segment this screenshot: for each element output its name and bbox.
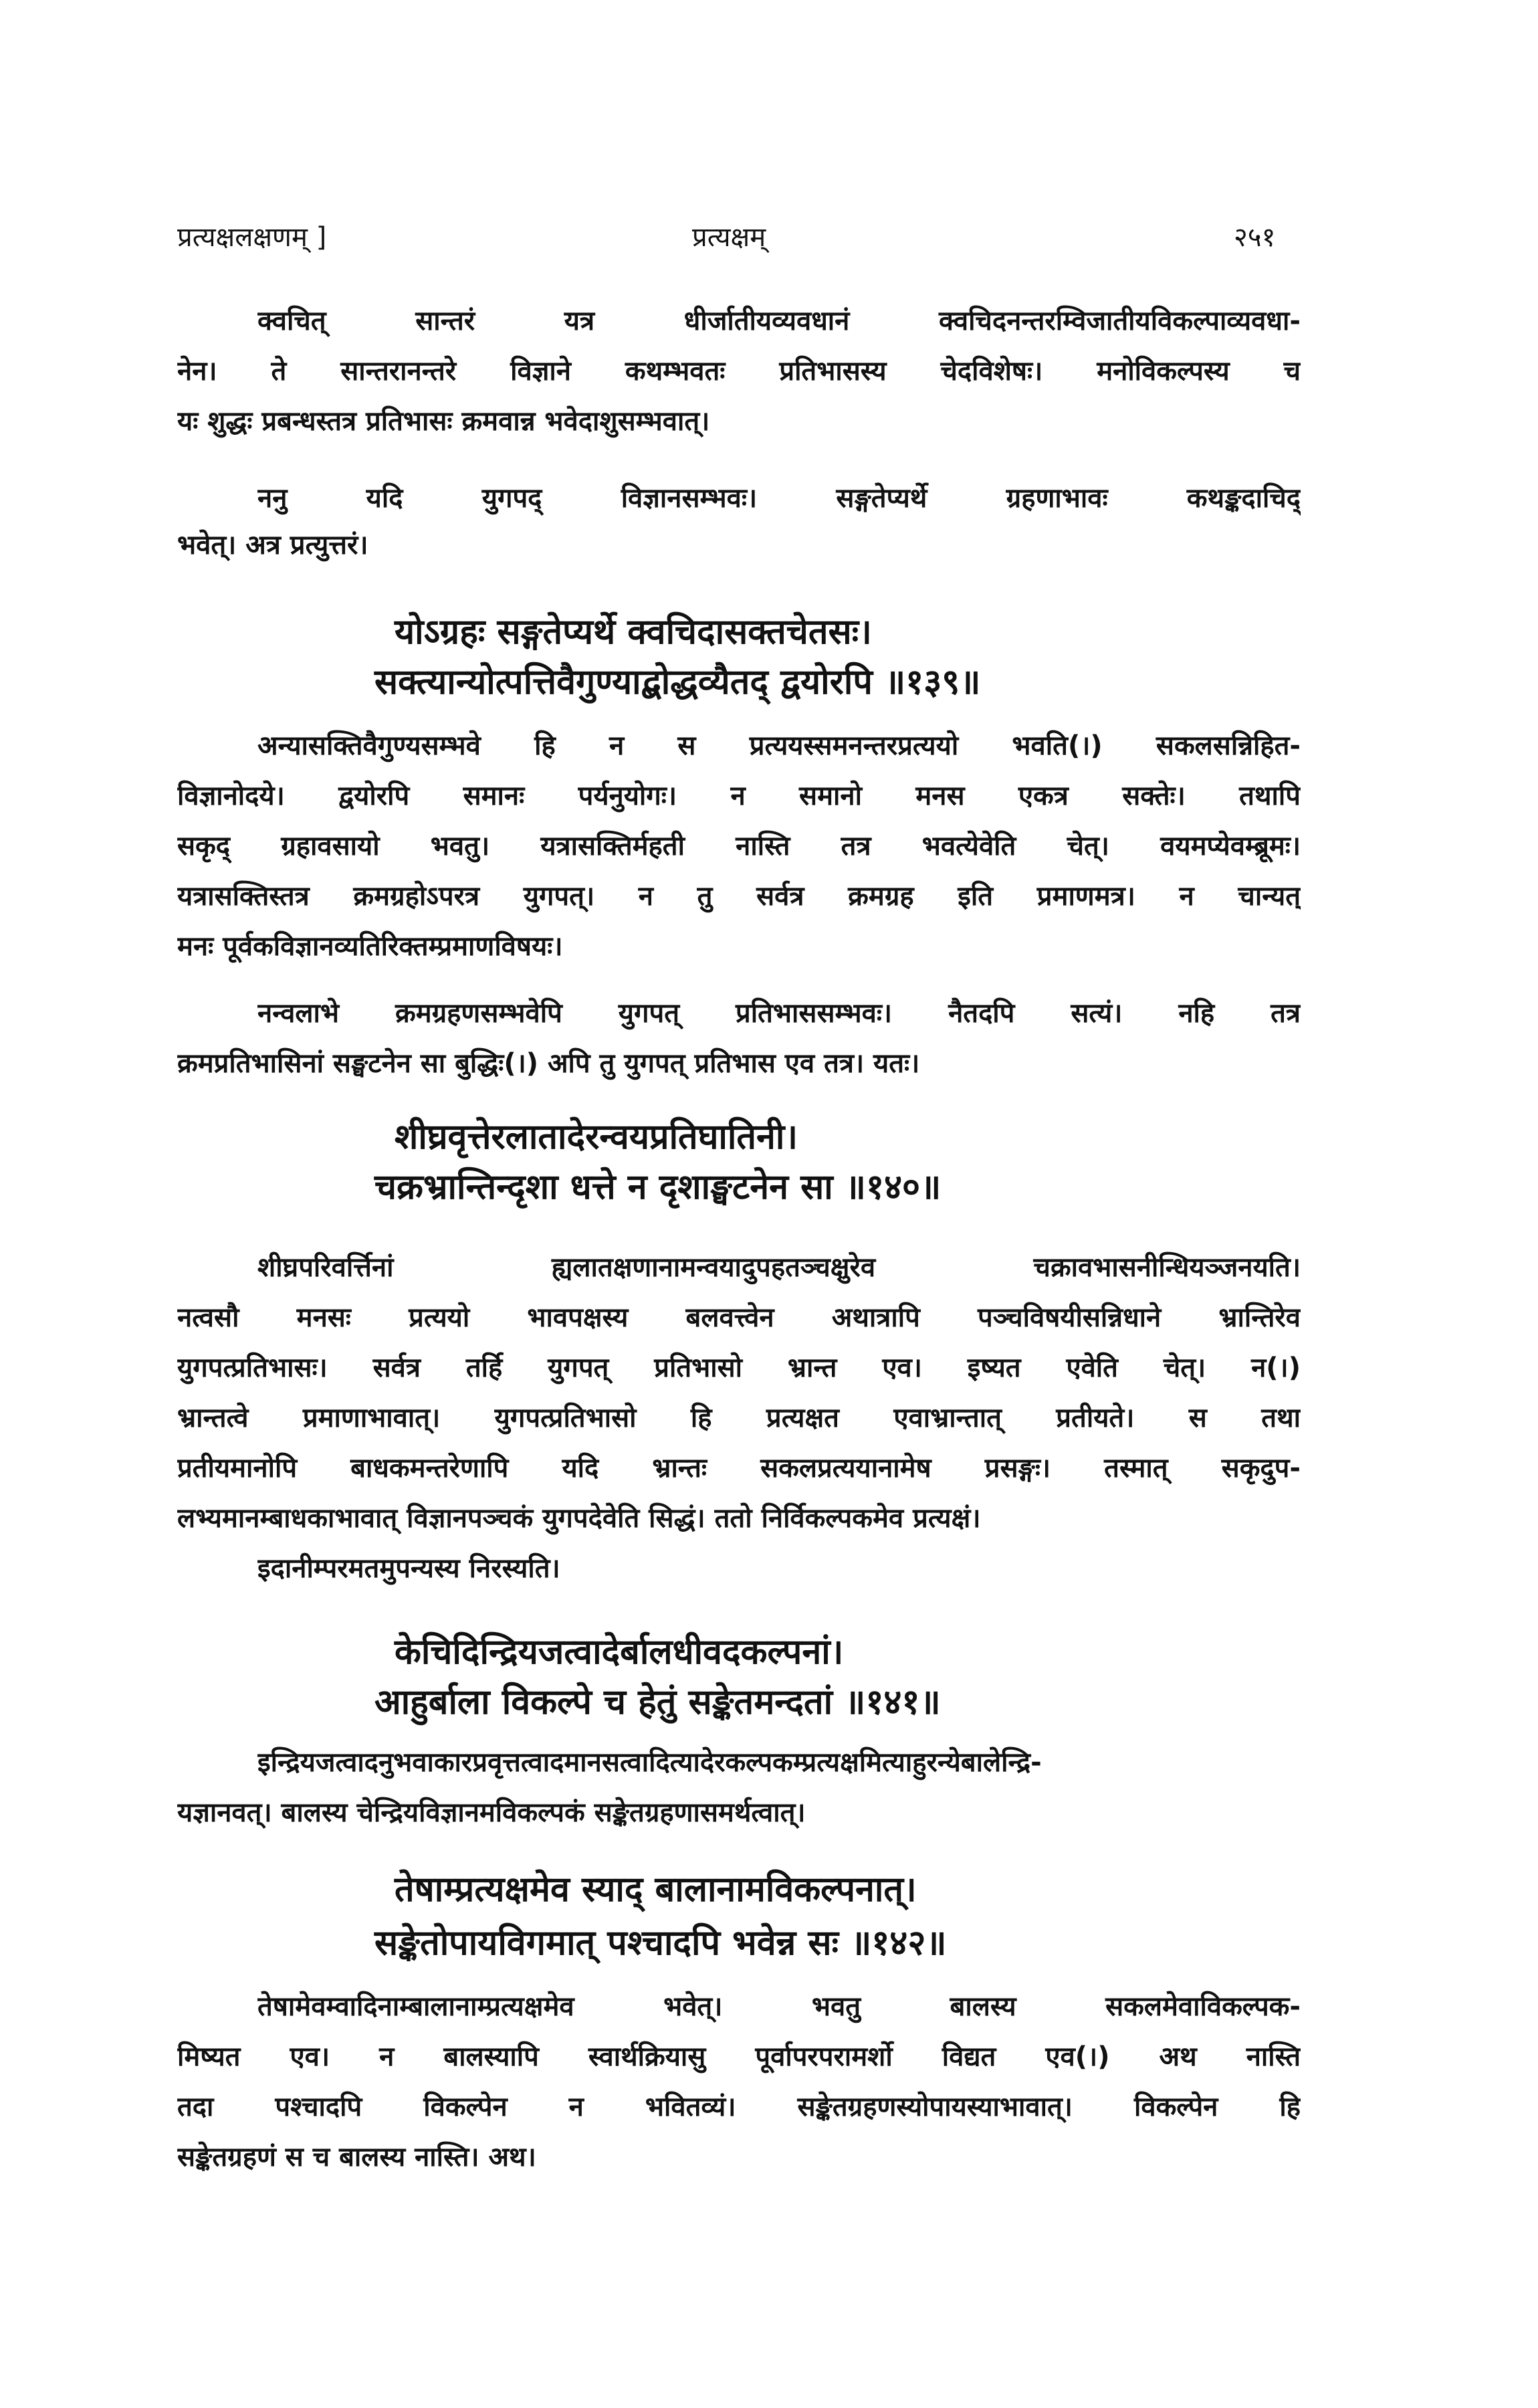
paragraph-line: तदा पश्चादपि विकल्पेन न भवितव्यं। सङ्केतग्रहणस्योपायस्याभावात्। विकल्पेन हि: [177, 2092, 1301, 2122]
paragraph-line: मिष्यत एव। न बालस्यापि स्वार्थक्रियासु पूर्वापरपरामर्शो विद्यत एव(।) अथ नास्ति: [177, 2041, 1301, 2072]
paragraph-line: भ्रान्तत्वे प्रमाणाभावात्। युगपत्प्रतिभासो हि प्रत्यक्षत एवाभ्रान्तात् प्रतीयते। स तथा: [177, 1403, 1301, 1433]
paragraph-line: नत्वसौ मनसः प्रत्ययो भावपक्षस्य बलवत्त्वेन अथात्रापि पञ्चविषयीसन्निधाने भ्रान्तिरेव: [177, 1302, 1301, 1333]
paragraph-line: नेन। ते सान्तरानन्तरे विज्ञाने कथम्भवतः प्रतिभासस्य चेदविशेषः। मनोविकल्पस्य च: [177, 356, 1301, 387]
verse-line: आहुर्बाला विकल्पे च हेतुं सङ्केतमन्दतां ॥१४१॥: [374, 1682, 941, 1722]
paragraph-line: लभ्यमानम्बाधकाभावात् विज्ञानपञ्चकं युगपदेवेति सिद्धं। ततो निर्विकल्पकमेव प्रत्यक्षं।: [177, 1503, 981, 1534]
paragraph-line: क्रमप्रतिभासिनां सङ्घटनेन सा बुद्धिः(।) अपि तु युगपत् प्रतिभास एव तत्र। यतः।: [177, 1048, 920, 1079]
verse-line: शीघ्रवृत्तेरलातादेरन्वयप्रतिघातिनी।: [395, 1117, 798, 1157]
verse-line: योऽग्रहः सङ्गतेप्यर्थे क्वचिदासक्तचेतसः।: [395, 612, 872, 652]
header-section-title: प्रत्यक्षलक्षणम् ]: [177, 222, 327, 253]
paragraph-line: नन्वलाभे क्रमग्रहणसम्भवेपि युगपत् प्रतिभाससम्भवः। नैतदपि सत्यं। नहि तत्र: [257, 998, 1301, 1029]
paragraph-line: भवेत्। अत्र प्रत्युत्तरं।: [177, 530, 368, 561]
paragraph-line: इदानीम्परमतमुपन्यस्य निरस्यति।: [257, 1553, 560, 1584]
paragraph-line: विज्ञानोदये। द्वयोरपि समानः पर्यनुयोगः। न समानो मनस एकत्र सक्तेः। तथापि: [177, 781, 1301, 811]
paragraph-line: अन्यासक्तिवैगुण्यसम्भवे हि न स प्रत्ययस्समनन्तरप्रत्ययो भवति(।) सकलसन्निहित-: [257, 730, 1301, 761]
paragraph-line: इन्द्रियजत्वादनुभवाकारप्रवृत्तत्वादमानसत्वादित्यादेरकल्पकम्प्रत्यक्षमित्याहुरन्येबालेन्द्रि-: [257, 1747, 1042, 1778]
verse-line: सक्त्यान्योत्पत्तिवैगुण्याद्बोद्धव्यैतद् द्वयोरपि ॥१३९॥: [374, 662, 981, 702]
paragraph-line: युगपत्प्रतिभासः। सर्वत्र तर्हि युगपत् प्रतिभासो भ्रान्त एव। इष्यत एवेति चेत्। न(।): [177, 1352, 1301, 1383]
paragraph-line: शीघ्रपरिवर्त्तिनां ह्यलातक्षणानामन्वयादुपहतञ्चक्षुरेव चक्रावभासनीन्धियञ्जनयति।: [257, 1252, 1301, 1283]
verse-line: तेषाम्प्रत्यक्षमेव स्याद् बालानामविकल्पनात्।: [395, 1870, 917, 1910]
paragraph-line: मनः पूर्वकविज्ञानव्यतिरिक्तम्प्रमाणविषयः।: [177, 931, 563, 962]
verse-line: चक्रभ्रान्तिन्दृशा धत्ते न दृशाङ्घटनेन सा ॥१४०॥: [374, 1167, 942, 1207]
paragraph-line: ननु यदि युगपद् विज्ञानसम्भवः। सङ्गतेप्यर्थे ग्रहणाभावः कथङ्कदाचिद्: [257, 483, 1301, 514]
paragraph-line: सकृद् ग्रहावसायो भवतु। यत्रासक्तिर्महती नास्ति तत्र भवत्येवेति चेत्। वयमप्येवम्ब्रूमः।: [177, 831, 1301, 862]
paragraph-line: क्वचित् सान्तरं यत्र धीर्जातीयव्यवधानं क्वचिदनन्तरम्विजातीयविकल्पाव्यवधा-: [257, 306, 1301, 336]
header-book-title: प्रत्यक्षम्: [692, 222, 766, 253]
verse-line: केचिदिन्द्रियजत्वादेर्बालधीवदकल्पनां।: [395, 1632, 844, 1672]
page-number: २५१: [1234, 222, 1276, 253]
paragraph-line: यज्ञानवत्। बालस्य चेन्द्रियविज्ञानमविकल्पकं सङ्केतग्रहणासमर्थत्वात्।: [177, 1797, 806, 1828]
verse-line: सङ्केतोपायविगमात् पश्चादपि भवेन्न सः ॥१४२॥: [374, 1923, 947, 1963]
paragraph-line: यः शुद्धः प्रबन्धस्तत्र प्रतिभासः क्रमवान्न भवेदाशुसम्भवात्।: [177, 406, 710, 437]
paragraph-line: सङ्केतग्रहणं स च बालस्य नास्ति। अथ।: [177, 2142, 536, 2173]
paragraph-line: यत्रासक्तिस्तत्र क्रमग्रहोऽपरत्र युगपत्। न तु सर्वत्र क्रमग्रह इति प्रमाणमत्र। न चान्यत्: [177, 881, 1301, 912]
paragraph-line: प्रतीयमानोपि बाधकमन्तरेणापि यदि भ्रान्तः सकलप्रत्ययानामेष प्रसङ्गः। तस्मात् सकृदुप-: [177, 1453, 1301, 1484]
paragraph-line: तेषामेवम्वादिनाम्बालानाम्प्रत्यक्षमेव भवेत्। भवतु बालस्य सकलमेवाविकल्पक-: [257, 1991, 1301, 2022]
